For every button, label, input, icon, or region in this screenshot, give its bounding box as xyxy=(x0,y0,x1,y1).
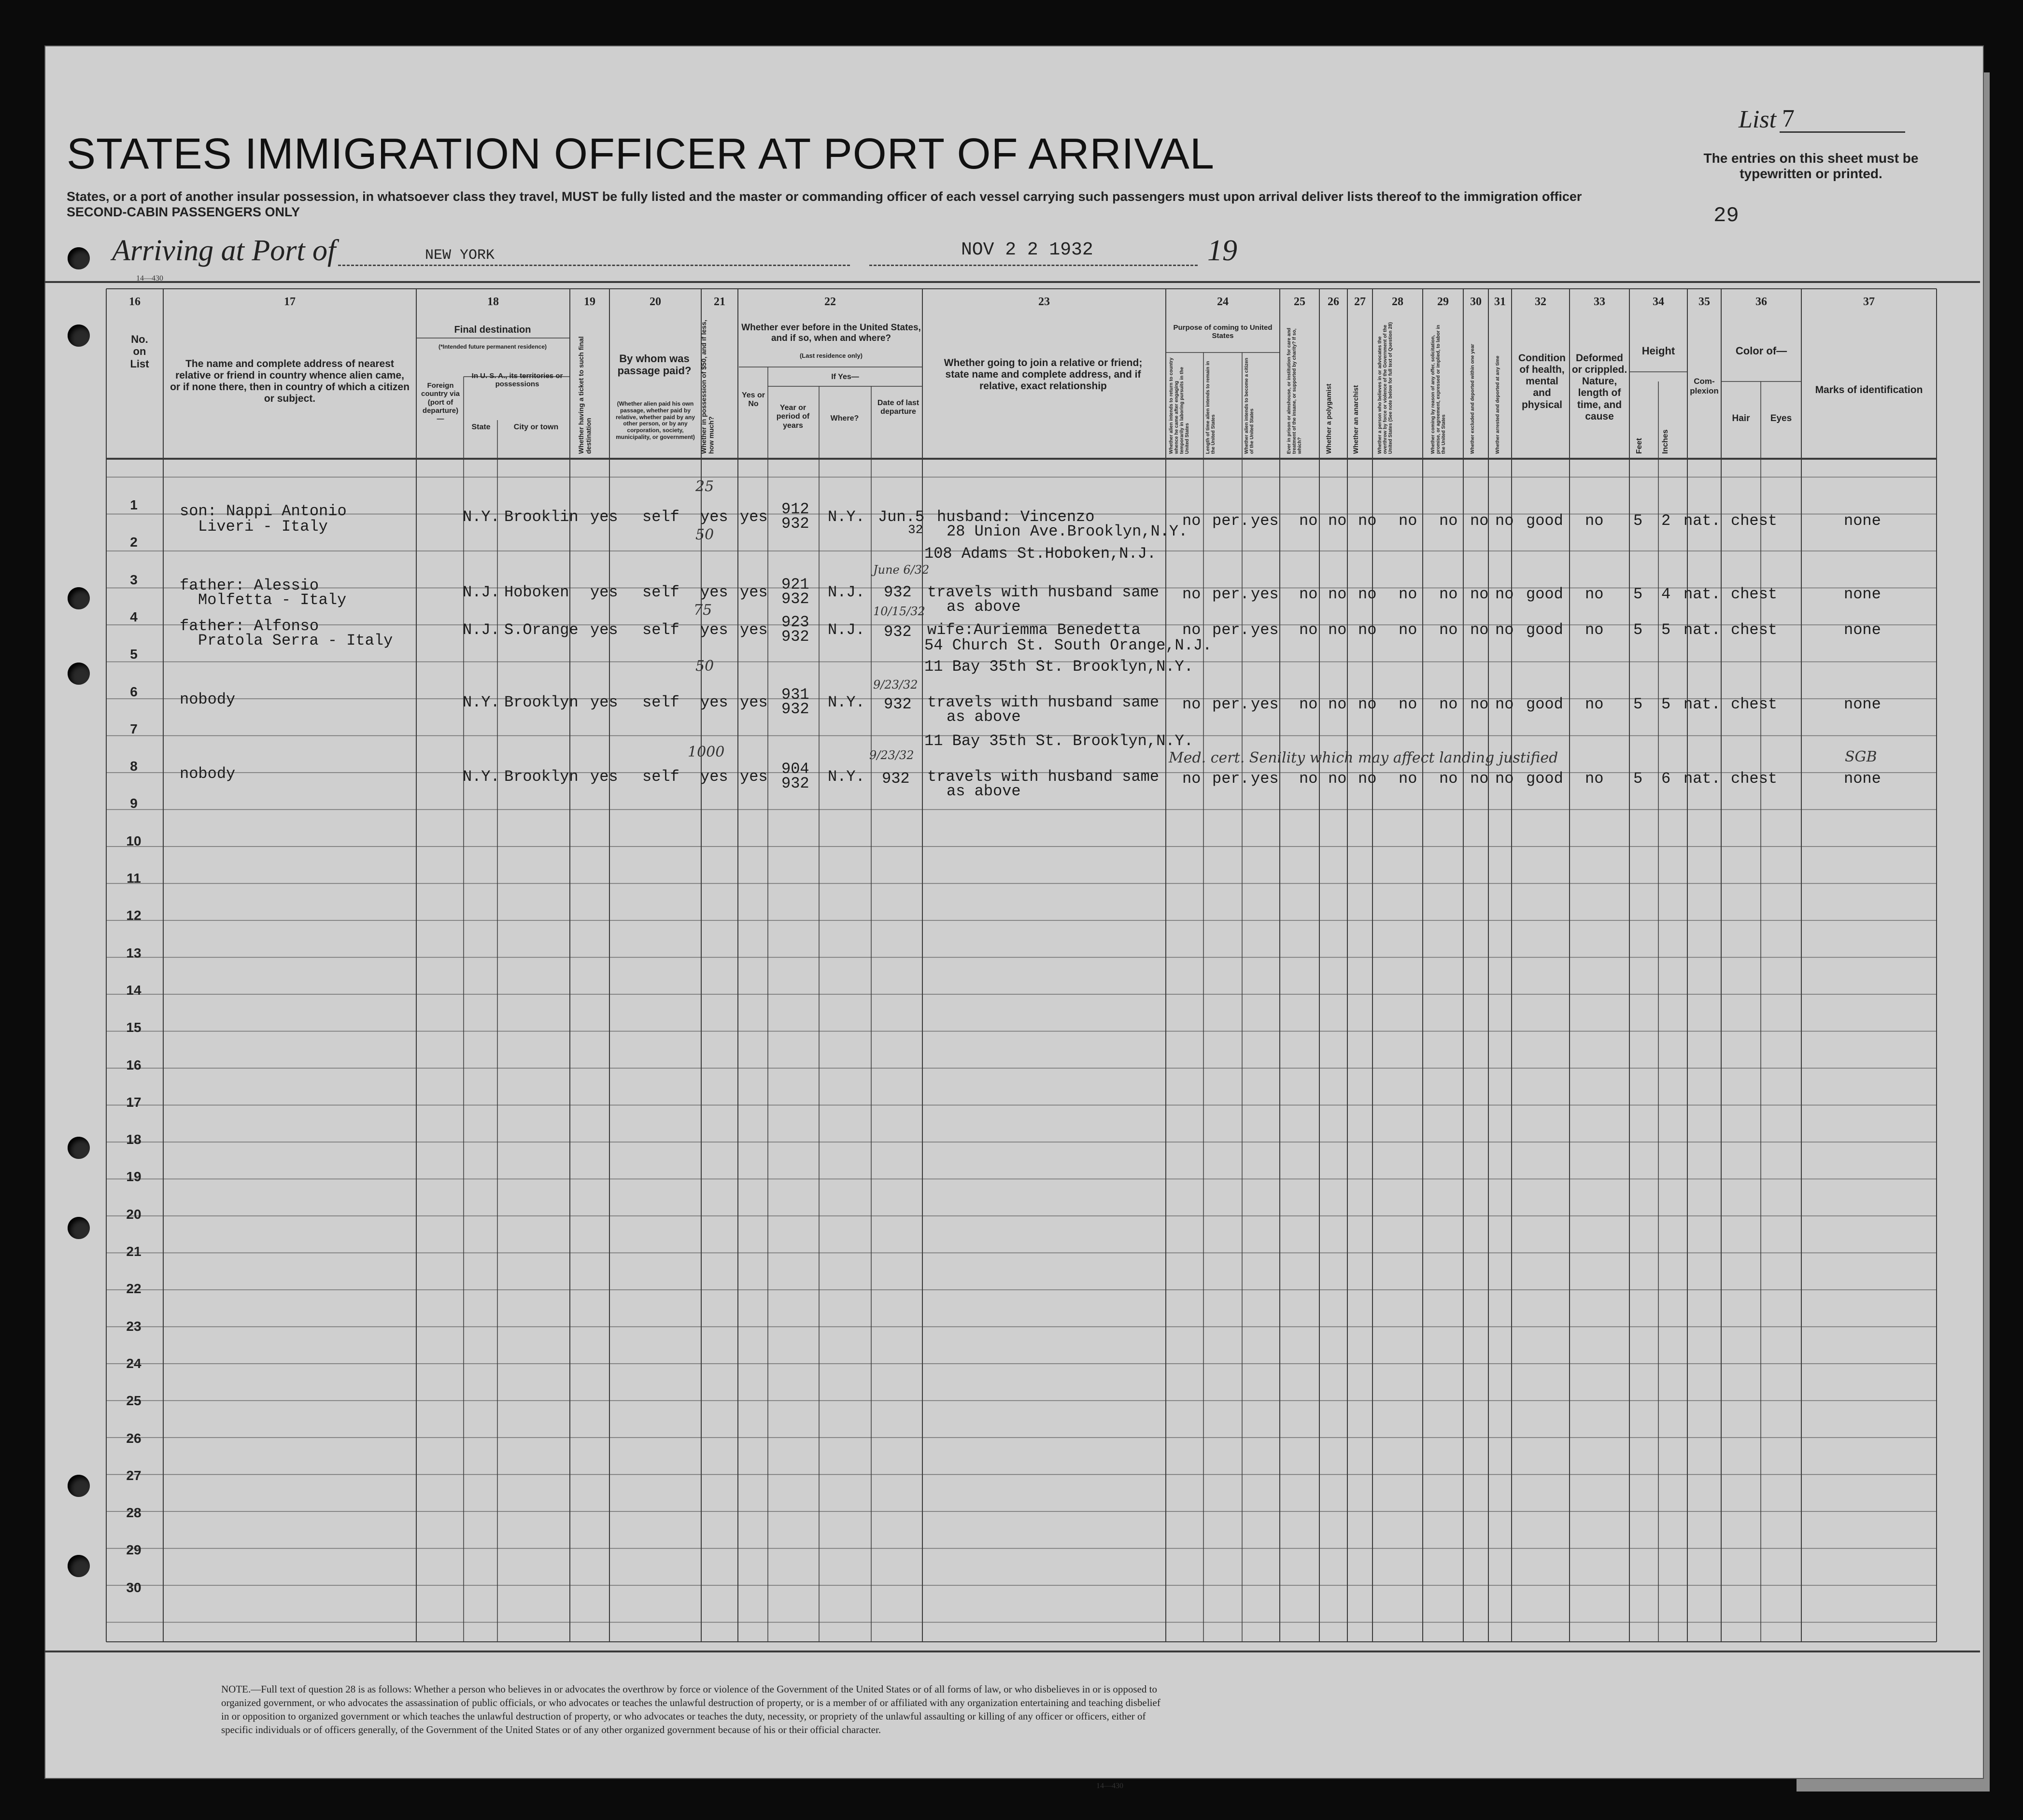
departure-date-hand: 9/23/32 xyxy=(873,678,918,691)
departure-date-hand: June 6/32 xyxy=(873,563,930,577)
row-number: 17 xyxy=(126,1094,141,1110)
departure-date-hand: 9/23/32 xyxy=(869,748,914,762)
col33-header: Deformed or crippled. Nature, length of time, and cause xyxy=(1571,353,1627,422)
column-number: 33 xyxy=(1594,296,1605,308)
paid-by: self xyxy=(642,621,679,639)
prison: no xyxy=(1299,512,1318,530)
col22-ifyes: If Yes— xyxy=(831,373,859,381)
row-number: 24 xyxy=(126,1355,141,1371)
return: no xyxy=(1182,770,1201,788)
departure-date-hand: 10/15/32 xyxy=(873,605,925,618)
row-number: 10 xyxy=(126,833,141,848)
q30: no xyxy=(1470,512,1489,530)
col26-header: Whether a polygamist xyxy=(1325,383,1332,454)
feet: 5 xyxy=(1633,585,1643,603)
citizen: yes xyxy=(1251,585,1279,603)
feet: 5 xyxy=(1633,770,1643,788)
q30: no xyxy=(1470,585,1489,603)
year-prefix: 19 xyxy=(1207,234,1237,267)
col19-header: Whether having a ticket to such final destination xyxy=(577,336,593,454)
row-number: 29 xyxy=(126,1542,141,1558)
arriving-label: Arriving at Port of xyxy=(112,234,336,267)
before-in-us: yes xyxy=(740,583,768,601)
anarchist: no xyxy=(1358,512,1377,530)
money: yes xyxy=(700,693,728,711)
relative-place: Molfetta - Italy xyxy=(198,591,347,609)
anarchist: no xyxy=(1358,585,1377,603)
q31: no xyxy=(1495,512,1514,530)
ticket: yes xyxy=(590,693,618,711)
column-number: 16 xyxy=(129,296,141,308)
dest-city: Brooklin xyxy=(504,508,579,526)
row-number: 7 xyxy=(130,721,138,736)
inches: 5 xyxy=(1661,695,1671,713)
health: good xyxy=(1526,512,1563,530)
row-number: 4 xyxy=(130,609,138,624)
where: N.Y. xyxy=(828,768,865,786)
polygamist: no xyxy=(1328,770,1347,788)
prison: no xyxy=(1299,585,1318,603)
column-number: 37 xyxy=(1863,296,1875,308)
row-number: 8 xyxy=(130,759,138,774)
sheet-number: 29 xyxy=(1713,204,1739,228)
class-line: SECOND-CABIN PASSENGERS ONLY xyxy=(67,205,300,219)
before-in-us: yes xyxy=(740,621,768,639)
years-bottom: 932 xyxy=(781,775,809,792)
row-number: 18 xyxy=(126,1132,141,1147)
row-number: 16 xyxy=(126,1057,141,1072)
column-number: 22 xyxy=(824,296,836,308)
row-number: 22 xyxy=(126,1281,141,1297)
column-number: 35 xyxy=(1698,296,1710,308)
departure-year: 32 xyxy=(908,522,923,537)
col34-inches: Inches xyxy=(1661,429,1669,454)
medical-note-hand: Med. cert. Senility which may affect landing justified xyxy=(1169,749,1558,766)
col24-citizen: Whether alien intends to become a citizen of the United States xyxy=(1244,358,1255,454)
col27-header: Whether an anarchist xyxy=(1352,385,1359,454)
q29: no xyxy=(1439,621,1458,639)
row-number: 1 xyxy=(130,497,138,512)
row-number: 20 xyxy=(126,1206,141,1222)
relative-name: father: Alfonso xyxy=(180,617,319,635)
dest-city: Brooklyn xyxy=(504,693,579,711)
row-number: 9 xyxy=(130,796,138,811)
dest-state: N.Y. xyxy=(463,768,500,786)
anarchist: no xyxy=(1358,695,1377,713)
deformed: no xyxy=(1585,695,1604,713)
row-number: 26 xyxy=(126,1430,141,1446)
years-top: 912 xyxy=(781,500,809,518)
before-in-us: yes xyxy=(740,508,768,526)
polygamist: no xyxy=(1328,621,1347,639)
hair-eyes: chest xyxy=(1731,512,1778,530)
column-number: 26 xyxy=(1328,296,1339,308)
before-in-us: yes xyxy=(740,693,768,711)
relative-place: Pratola Serra - Italy xyxy=(198,632,393,649)
column-number: 20 xyxy=(650,296,661,308)
col22-note: (Last residence only) xyxy=(799,352,863,359)
q31: no xyxy=(1495,621,1514,639)
col32-header: Condition of health, mental and physical xyxy=(1518,353,1566,410)
page-title: STATES IMMIGRATION OFFICER AT PORT OF ARRIVAL xyxy=(67,130,1215,178)
inches: 5 xyxy=(1661,621,1671,639)
form-code-top: 14—430 xyxy=(136,274,163,282)
marks: none xyxy=(1844,512,1881,530)
q30: no xyxy=(1470,770,1489,788)
q30: no xyxy=(1470,621,1489,639)
q30: no xyxy=(1470,695,1489,713)
q28: no xyxy=(1399,512,1417,530)
instructions-line: States, or a port of another insular possession, in whatsoever class they travel, MUST be fully listed and the master or commanding officer of each vessel carrying such passengers must upon arrival deliver lists thereof to the immigration officer xyxy=(67,189,1582,204)
row-number: 30 xyxy=(126,1580,141,1595)
anarchist: no xyxy=(1358,770,1377,788)
join-line2: 54 Church St. South Orange,N.J. xyxy=(924,636,1212,654)
q29: no xyxy=(1439,585,1458,603)
row-number: 28 xyxy=(126,1505,141,1521)
join-line1: travels with husband same xyxy=(927,768,1160,786)
where: N.Y. xyxy=(828,508,865,526)
prison: no xyxy=(1299,621,1318,639)
money: yes xyxy=(700,621,728,639)
column-number: 27 xyxy=(1354,296,1366,308)
years-bottom: 932 xyxy=(781,700,809,718)
row-number: 12 xyxy=(126,908,141,923)
deformed: no xyxy=(1585,770,1604,788)
departure-date: 932 xyxy=(884,623,912,641)
address-line: 11 Bay 35th St. Brooklyn,N.Y. xyxy=(924,732,1193,750)
join-line2: as above xyxy=(947,598,1021,616)
column-number: 31 xyxy=(1494,296,1506,308)
paid-by: self xyxy=(642,583,679,601)
dest-state: N.J. xyxy=(463,621,500,639)
complexion: nat. xyxy=(1683,512,1721,530)
departure-date: 932 xyxy=(884,583,912,601)
q28: no xyxy=(1399,585,1417,603)
ticket: yes xyxy=(590,768,618,786)
length: per. xyxy=(1212,512,1249,530)
address-line: 108 Adams St.Hoboken,N.J. xyxy=(924,545,1157,563)
ticket: yes xyxy=(590,508,618,526)
years-top: 921 xyxy=(781,576,809,593)
dest-state: N.Y. xyxy=(463,508,500,526)
q29: no xyxy=(1439,512,1458,530)
col28-header: Whether a person who believes in or advocates the overthrow by force or violence of the Government of the United States (See note below for full text of Question 28) xyxy=(1377,322,1393,454)
col18-foreign: Foreign country via (port of departure)— xyxy=(421,381,460,423)
row-number: 13 xyxy=(126,945,141,960)
money-amount-hand: 1000 xyxy=(688,744,725,761)
relative-name: nobody xyxy=(180,691,236,708)
row-number: 15 xyxy=(126,1020,141,1035)
complexion: nat. xyxy=(1683,695,1721,713)
length: per. xyxy=(1212,585,1249,603)
join-line1: travels with husband same xyxy=(927,693,1160,711)
return: no xyxy=(1182,695,1201,713)
citizen: yes xyxy=(1251,621,1279,639)
col24-return: Whether alien intends to return to country whence he came after engaging temporarily in laboring pursuits in the United States xyxy=(1169,357,1190,454)
marks: none xyxy=(1844,770,1881,788)
row-number: 14 xyxy=(126,982,141,998)
row-number: 25 xyxy=(126,1393,141,1409)
col18-note: (*Intended future permanent residence) xyxy=(438,343,547,350)
money-amount-hand: 50 xyxy=(695,526,714,543)
hair-eyes: chest xyxy=(1731,621,1778,639)
paid-by: self xyxy=(642,768,679,786)
q31: no xyxy=(1495,770,1514,788)
dest-state: N.Y. xyxy=(463,693,500,711)
col22-years: Year or period of years xyxy=(776,404,810,430)
row-number: 2 xyxy=(130,535,138,550)
relative-name: father: Alessio xyxy=(180,577,319,594)
deformed: no xyxy=(1585,585,1604,603)
anarchist: no xyxy=(1358,621,1377,639)
marks: none xyxy=(1844,585,1881,603)
citizen: yes xyxy=(1251,512,1279,530)
paid-by: self xyxy=(642,693,679,711)
column-number: 28 xyxy=(1392,296,1403,308)
ticket: yes xyxy=(590,583,618,601)
years-top: 931 xyxy=(781,686,809,704)
col18-state: State xyxy=(471,423,491,431)
dest-city: Hoboken xyxy=(504,583,569,601)
column-number: 30 xyxy=(1470,296,1482,308)
departure-date: 932 xyxy=(882,770,910,788)
form-code-bottom: 14—430 xyxy=(1096,1782,1123,1790)
col37-header: Marks of identification xyxy=(1815,384,1923,395)
col22-where: Where? xyxy=(830,414,859,423)
health: good xyxy=(1526,621,1563,639)
polygamist: no xyxy=(1328,585,1347,603)
inches: 4 xyxy=(1661,585,1671,603)
q29: no xyxy=(1439,695,1458,713)
col22-date: Date of last departure xyxy=(877,399,920,416)
hair-eyes: chest xyxy=(1731,770,1778,788)
length: per. xyxy=(1212,770,1249,788)
date-stamp: NOV 2 2 1932 xyxy=(961,240,1093,260)
column-number: 23 xyxy=(1038,296,1050,308)
footnote-question-28: NOTE.—Full text of question 28 is as follows: Whether a person who believes in or advocates the overthrow by force or violence of the Government of the United States or of all forms of law, or who disbelieves in or is opposed to organized government, or who advocates the assassination of public officials, or who advocates or teaches the unlawful destruction of property, or is a member of or affiliated with any organization entertaining and teaching disbelief in or opposition to organized government or which teaches the unlawful destruction of property, or who advocates or teaches the duty, necessity, or propriety of the unlawful assaulting or killing of any officer or officers, either of specific individuals or of officers generally, of the Government of the United States or of any other organized government because of his or their official character. xyxy=(221,1683,1160,1735)
column-number: 32 xyxy=(1535,296,1546,308)
column-number: 24 xyxy=(1217,296,1229,308)
q28: no xyxy=(1399,621,1417,639)
departure-date: 932 xyxy=(884,695,912,713)
col22-header: Whether ever before in the United States, and if so, when and where? xyxy=(741,323,921,343)
col36-hair: Hair xyxy=(1732,413,1750,423)
join-line1: husband: Vincenzo xyxy=(937,508,1095,526)
col35-header: Com-plexion xyxy=(1690,377,1719,395)
dest-city: S.Orange xyxy=(504,621,579,639)
column-number: 21 xyxy=(714,296,725,308)
row-number: 6 xyxy=(130,684,138,699)
row-number: 21 xyxy=(126,1244,141,1259)
return: no xyxy=(1182,585,1201,603)
relative-place: Liveri - Italy xyxy=(198,518,328,536)
hair-eyes: chest xyxy=(1731,695,1778,713)
where: N.J. xyxy=(828,583,865,601)
return: no xyxy=(1182,512,1201,530)
departure-date: Jun.5 xyxy=(878,508,925,526)
column-number: 29 xyxy=(1437,296,1449,308)
column-number: 17 xyxy=(284,296,296,308)
dest-city: Brooklyn xyxy=(504,768,579,786)
col36-eyes: Eyes xyxy=(1770,413,1792,423)
length: per. xyxy=(1212,695,1249,713)
q28: no xyxy=(1399,770,1417,788)
col34-feet: Feet xyxy=(1635,438,1643,454)
col25-header: Ever in prison or almshouse, or institution for care and treatment of the insane, or supported by charity? If so, which? xyxy=(1287,327,1302,454)
col36-header: Color of— xyxy=(1735,345,1787,357)
relative-name: son: Nappi Antonio xyxy=(180,502,347,520)
complexion: nat. xyxy=(1683,585,1721,603)
before-in-us: yes xyxy=(740,768,768,786)
citizen: yes xyxy=(1251,770,1279,788)
row-number: 5 xyxy=(130,647,138,662)
inches: 2 xyxy=(1661,512,1671,530)
list-label: List xyxy=(1739,106,1777,133)
col18-city: City or town xyxy=(513,423,559,431)
dest-state: N.J. xyxy=(463,583,500,601)
q31: no xyxy=(1495,585,1514,603)
money-amount-hand: 25 xyxy=(695,478,714,495)
col20-note: (Whether alien paid his own passage, whether paid by relative, whether paid by any other person, or by any corporation, society, municipality, or government) xyxy=(615,400,695,440)
where: N.J. xyxy=(828,621,865,639)
health: good xyxy=(1526,695,1563,713)
q29: no xyxy=(1439,770,1458,788)
paid-by: self xyxy=(642,508,679,526)
row-number: 23 xyxy=(126,1318,141,1334)
join-line2: as above xyxy=(947,708,1021,726)
citizen: yes xyxy=(1251,695,1279,713)
row-number: 19 xyxy=(126,1169,141,1185)
where: N.Y. xyxy=(828,693,865,711)
col29-header: Whether coming by reason of any offer, solicitation, promise, or agreement, expressed or implied, to labor in the United States xyxy=(1430,324,1446,454)
col23-header: Whether going to join a relative or friend; state name and complete address, and if relative, exact relationship xyxy=(944,357,1143,392)
row-number: 27 xyxy=(126,1467,141,1483)
feet: 5 xyxy=(1633,695,1643,713)
money-amount-hand: 75 xyxy=(693,602,712,619)
row-number: 3 xyxy=(130,572,138,587)
col31-header: Whether arrested and deported at any time xyxy=(1495,355,1500,454)
deformed: no xyxy=(1585,512,1604,530)
address-line: 11 Bay 35th St. Brooklyn,N.Y. xyxy=(924,658,1193,676)
join-line1: wife:Auriemma Benedetta xyxy=(927,621,1141,639)
join-line1: travels with husband same xyxy=(927,583,1160,601)
col18-usa: In U. S. A., its territories or possessions xyxy=(471,372,563,389)
years-bottom: 932 xyxy=(781,590,809,608)
money: yes xyxy=(700,583,728,601)
relative-name: nobody xyxy=(180,765,236,783)
health: good xyxy=(1526,770,1563,788)
marks-hand: SGB xyxy=(1845,748,1877,765)
row-number: 11 xyxy=(127,871,141,886)
col22-yesno: Yes or No xyxy=(741,391,765,409)
money: yes xyxy=(700,768,728,786)
col30-header: Whether excluded and deported within one year xyxy=(1470,344,1475,454)
years-bottom: 932 xyxy=(781,515,809,533)
feet: 5 xyxy=(1633,512,1643,530)
polygamist: no xyxy=(1328,695,1347,713)
col17-header: The name and complete address of nearest relative or friend in country whence alien came, or if none there, then in country of which a citizen or subject. xyxy=(170,358,410,405)
list-number: 7 xyxy=(1782,105,1795,132)
deformed: no xyxy=(1585,621,1604,639)
hair-eyes: chest xyxy=(1731,585,1778,603)
prison: no xyxy=(1299,770,1318,788)
prison: no xyxy=(1299,695,1318,713)
col16-header: No. on List xyxy=(130,333,149,370)
col18-header: Final destination xyxy=(454,324,531,335)
col24-header: Purpose of coming to United States xyxy=(1173,324,1273,340)
money-amount-hand: 50 xyxy=(695,658,714,675)
inches: 6 xyxy=(1661,770,1671,788)
complexion: nat. xyxy=(1683,770,1721,788)
port-value: NEW YORK xyxy=(425,247,495,264)
q31: no xyxy=(1495,695,1514,713)
entries-note: The entries on this sheet must be typewritten or printed. xyxy=(1703,151,1919,181)
col21-header: Whether in possession of $50, and if less, how much? xyxy=(700,320,715,454)
join-line2: as above xyxy=(947,782,1021,800)
ticket: yes xyxy=(590,621,618,639)
column-number: 34 xyxy=(1653,296,1664,308)
column-number: 36 xyxy=(1755,296,1767,308)
years-top: 904 xyxy=(781,760,809,778)
marks: none xyxy=(1844,621,1881,639)
marks: none xyxy=(1844,695,1881,713)
years-top: 923 xyxy=(781,613,809,631)
feet: 5 xyxy=(1633,621,1643,639)
health: good xyxy=(1526,585,1563,603)
col24-length: Length of time alien intends to remain in the United States xyxy=(1205,361,1216,454)
return: no xyxy=(1182,621,1201,639)
join-line2: 28 Union Ave.Brooklyn,N.Y. xyxy=(947,522,1188,540)
col34-header: Height xyxy=(1641,345,1675,357)
column-number: 18 xyxy=(487,296,499,308)
q28: no xyxy=(1399,695,1417,713)
money: yes xyxy=(700,508,728,526)
polygamist: no xyxy=(1328,512,1347,530)
column-number: 25 xyxy=(1294,296,1305,308)
years-bottom: 932 xyxy=(781,628,809,646)
column-number: 19 xyxy=(584,296,595,308)
complexion: nat. xyxy=(1683,621,1721,639)
length: per. xyxy=(1212,621,1249,639)
col20-header: By whom was passage paid? xyxy=(617,353,692,377)
